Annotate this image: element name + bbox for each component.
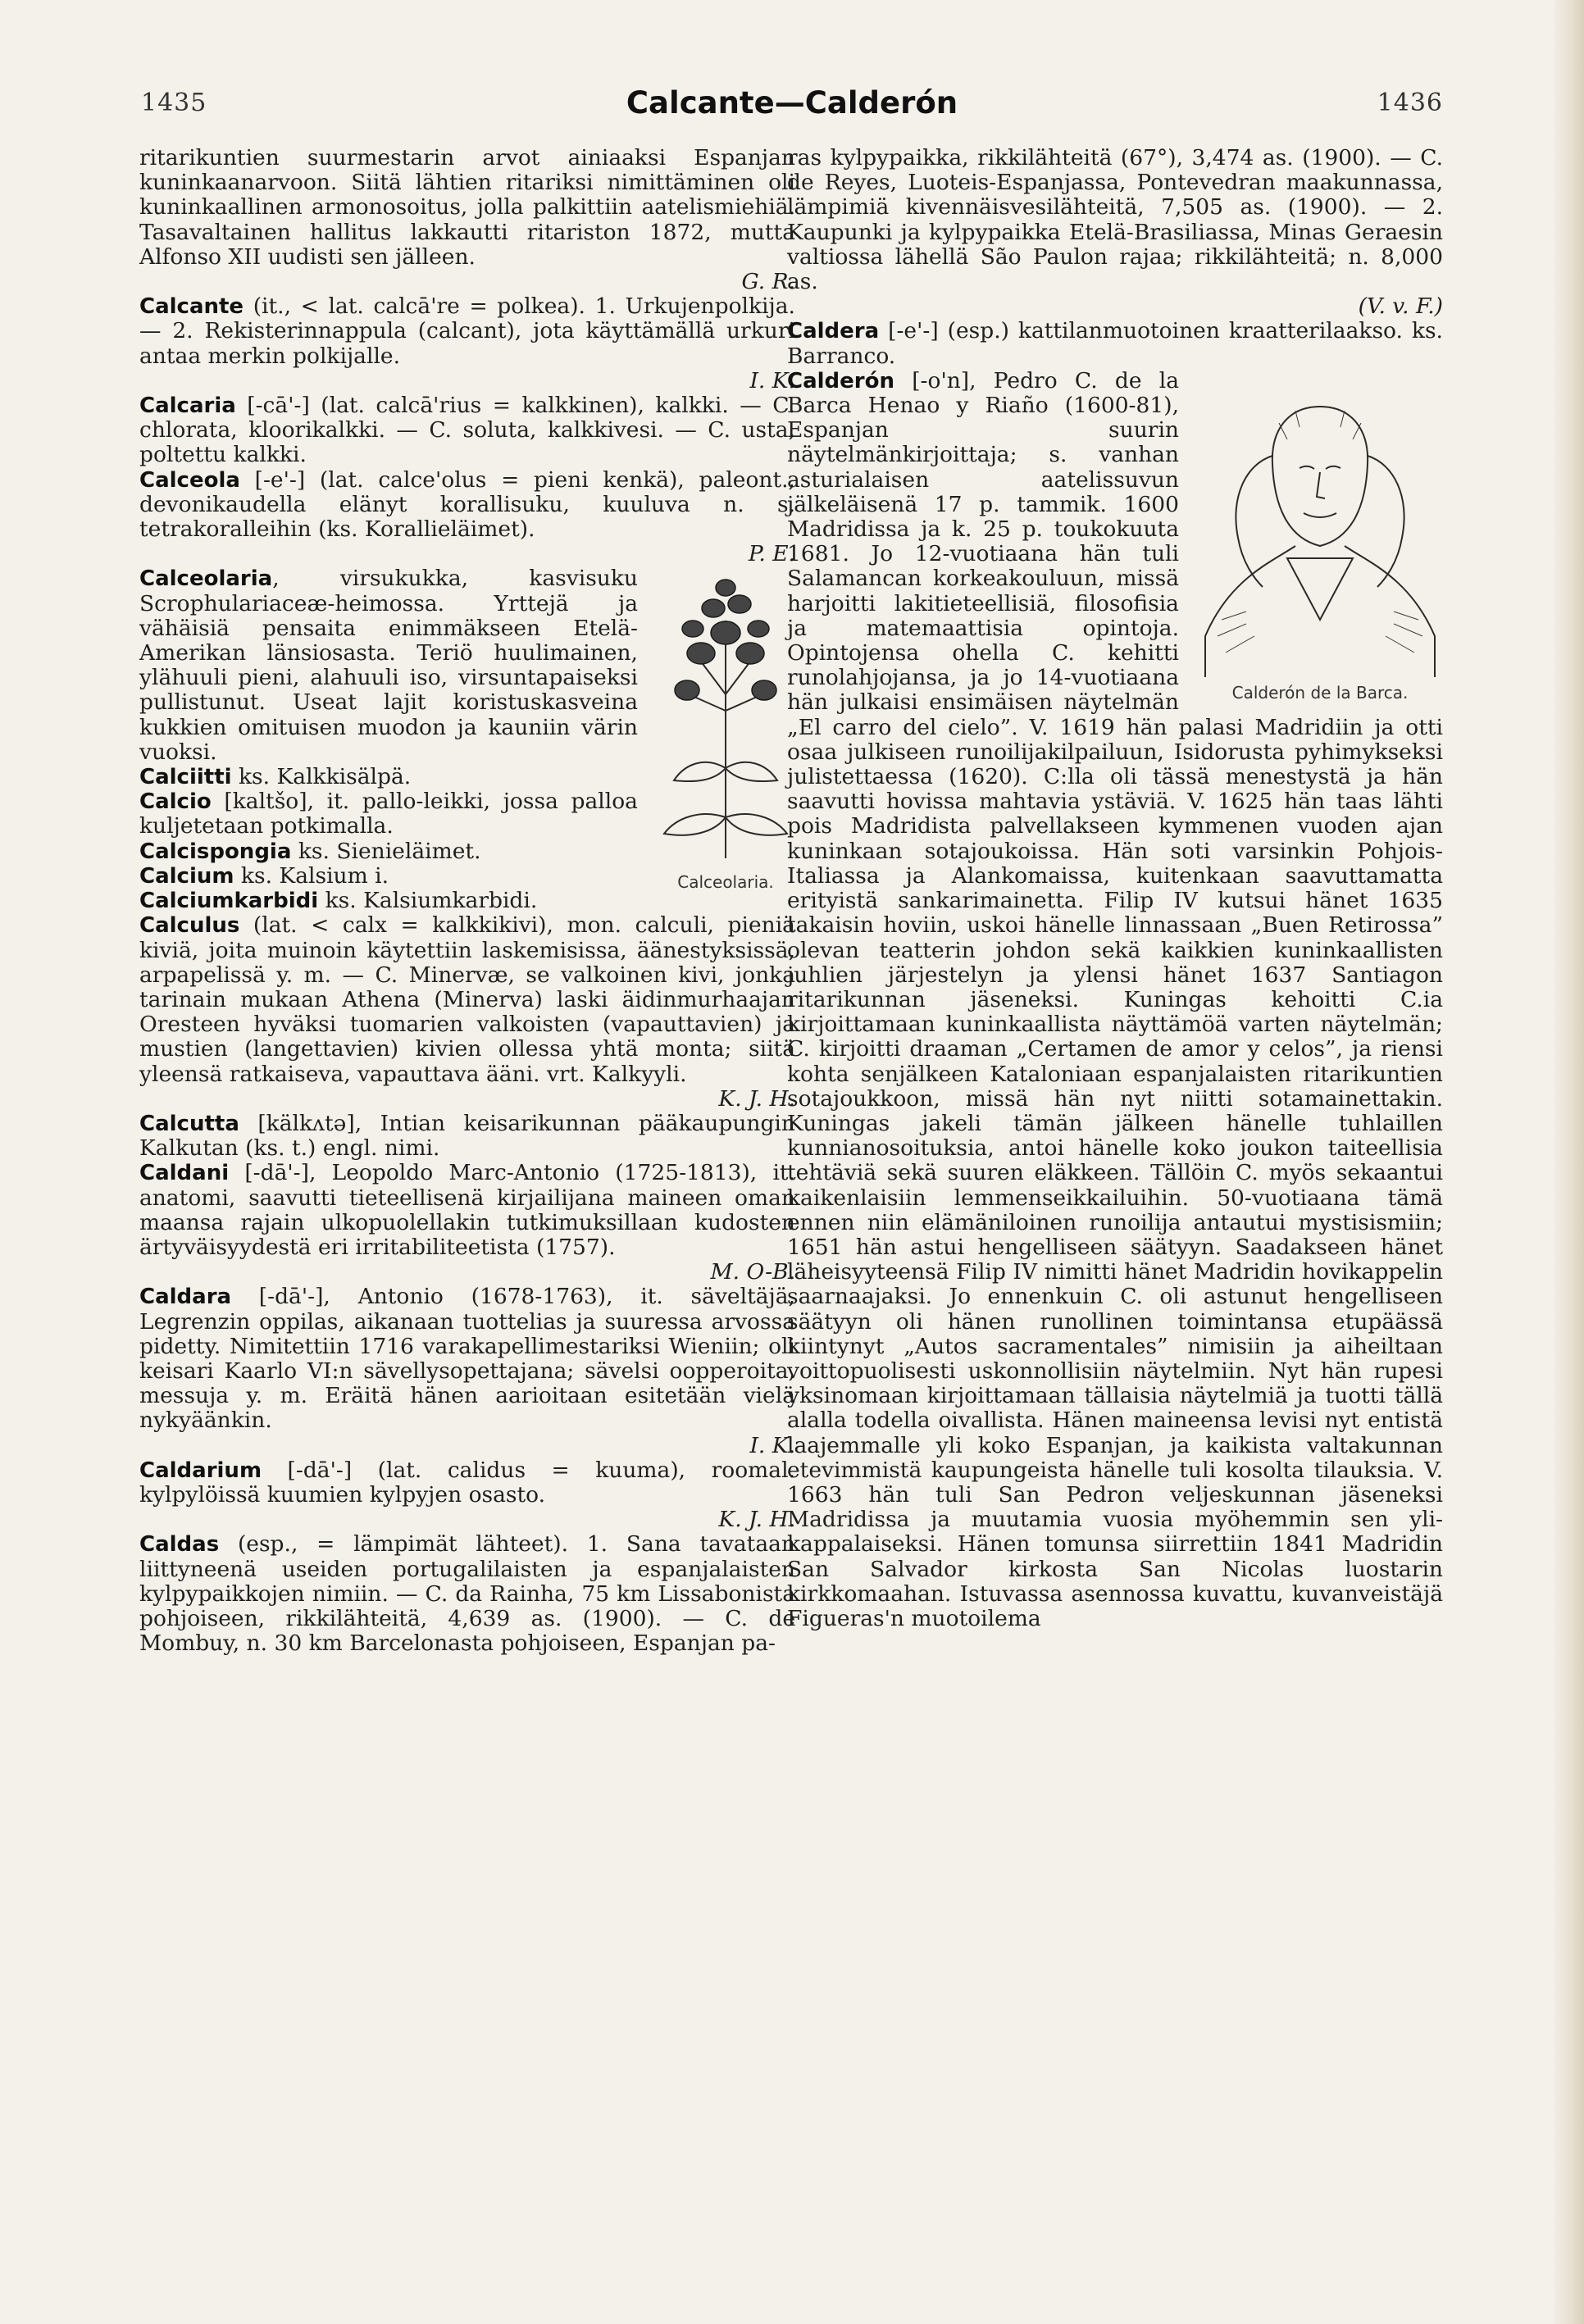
- entry-text: [kaltšo], it. pallo-leikki, jossa palloa kuljetetaan potkimalla.: [139, 789, 638, 839]
- entry-text: ks. Kalsium i.: [240, 862, 389, 889]
- entry-signature: P. E.: [748, 541, 795, 567]
- entry-signature: I. K.: [749, 1432, 795, 1458]
- calceolaria-illustration: [656, 571, 795, 866]
- page-edge-shadow: [1554, 0, 1584, 2324]
- entry-signature: K. J. H.: [718, 1085, 795, 1112]
- entry-signature: K. J. H.: [718, 1507, 795, 1533]
- entry-text: [kälkʌtə], Intian keisarikunnan pääkaupungin Kalkutan (ks. t.) engl. nimi.: [139, 1110, 795, 1162]
- entry-calcutta: [139, 1112, 795, 1161]
- headword: Caldani: [139, 1161, 230, 1186]
- headword: Calciitti: [139, 765, 232, 790]
- headword: Calceolaria: [139, 566, 273, 592]
- headword: Calderón: [787, 368, 894, 393]
- calceolaria-figure: [656, 571, 795, 894]
- headword: Calculus: [139, 913, 240, 939]
- entry-text: (it., < lat. calcā're = polkea). 1. Urkujenpolkija. — 2. Rekisterinnappula (calcant), jota käyttämällä urkuri antaa merkin polkijalle.: [139, 293, 795, 369]
- entry-text: [-dā'-], Antonio (1678-1763), it. säveltäjä, Legrenzin oppilas, aikanaan tuottelias ja suuressa arvossa pidetty. Nimitettiin 1716 varakapellimestariksi Wieniin; oli keisari Kaarlo VI:n sävellysopettajana; sävelsi oopperoita, messuja y. m. Eräitä hänen aarioitaan esitetään vielä nykyäänkin.: [139, 1284, 795, 1434]
- right-column: [787, 146, 1443, 1631]
- calderon-portrait: [1197, 374, 1443, 677]
- entry-caldas: [139, 1532, 795, 1656]
- entry-text: ks. Sienieläimet.: [298, 838, 481, 864]
- entry-signature: M. O-B.: [710, 1259, 795, 1285]
- entry-ritarikunta-cont: [139, 146, 795, 294]
- entry-text: [-cā'-] (lat. calcā'rius = kalkkinen), kalkki. — C. chlorata, kloorikalkki. — C. soluta, kalkkivesi. — C. usta, poltettu kalkki.: [139, 393, 795, 468]
- entry-text: [-e'-] (esp.) kattilanmuotoinen kraatterilaakso. ks. Barranco.: [787, 318, 1443, 369]
- entry-text: , virsukukka, kasvisuku Scrophulariaceæ-heimossa. Yrttejä ja vähäisiä pensaita enimmäkseen Etelä-Amerikan länsiosasta. Teriö huulimainen, ylähuuli pieni, alahuuli iso, virsuntapaiseksi pullistunut. Useat lajit koristuskasveina kukkien omituisen muodon ja kauniin värin vuoksi.: [139, 566, 638, 765]
- entry-caldarium: [139, 1458, 795, 1533]
- entry-calculus: [139, 913, 795, 1112]
- headword: Calceola: [139, 467, 240, 493]
- page-number-left: 1435: [141, 89, 207, 117]
- entry-calcaria: [139, 393, 795, 468]
- entry-caldas-cont: [787, 146, 1443, 319]
- entry-text: [-dā'-], Leopoldo Marc-Antonio (1725-1813), it. anatomi, saavutti tieteellisenä kirjailijana maineen oman maansa rajain ulkopuolellakin tutkimuksillaan kudosten ärtyväisyydestä eri irritabiliteetista (1757).: [139, 1160, 795, 1260]
- headword: Calcante: [139, 294, 244, 320]
- headword: Calciumkarbidi: [139, 889, 319, 914]
- headword: Calcaria: [139, 393, 236, 419]
- entry-signature: (V. v. F.): [1358, 293, 1443, 320]
- entry-text: [-dā'-] (lat. calidus = kuuma), roomal. kylpylöissä kuumien kylpyjen osasto.: [139, 1457, 795, 1508]
- calderon-figure: [1197, 374, 1443, 705]
- headword: Caldas: [139, 1532, 220, 1558]
- headword: Caldera: [787, 319, 880, 344]
- entry-text: (esp., = lämpimät lähteet). 1. Sana tavataan liittyneenä useiden portugalilaisten ja espanjalaisten kylpypaikkojen nimiin. — C. da Rainha, 75 km Lissabonista pohjoiseen, rikkilähteitä, 4,639 as. (1900). — C. de Mombuy, n. 30 km Barcelonasta pohjoiseen, Espanjan pa-: [139, 1531, 795, 1657]
- entry-signature: I. K.: [749, 367, 795, 393]
- headword: Calcutta: [139, 1111, 239, 1136]
- entry-text: [-e'-] (lat. calce'olus = pieni kenkä), paleont., devonikaudella elänyt korallisuku, kuuluva n. s. tetrakoralleihin (ks. Korallieläimet).: [139, 466, 795, 543]
- entry-text: (lat. < calx = kalkkikivi), mon. calculi, pieniä kiviä, joita muinoin käytettiin laskemisissa, äänestyksissä, arpapelissä y. m. — C. Minervæ, se valkoinen kivi, jonka tarinain mukaan Athena (Minerva) laski äidinmurhaajan Oresteen hyväksi tuomarien valkoisten (vapauttavien) ja mustien (langettavien) kivien ollessa yhtä monta; siitä yleensä ratkaiseva, vapauttava ääni. vrt. Kalkyyli.: [139, 912, 795, 1087]
- headword: Caldara: [139, 1285, 232, 1310]
- entry-signature: G. R.: [741, 269, 795, 295]
- entry-text: ks. Kalkkisälpä.: [238, 764, 412, 790]
- headword: Calcispongia: [139, 839, 292, 864]
- entry-calceola: [139, 468, 795, 567]
- entry-text: ras kylpypaikka, rikkilähteitä (67°), 3,474 as. (1900). — C. de Reyes, Luoteis-Espanjassa, Pontevedran maakunnassa, lämpimiä kivennäisvesilähteitä, 7,505 as. (1900). — 2. Kaupunki ja kylpypaikka Etelä-Brasiliassa, Minas Geraesin valtiossa lähellä São Paulon rajaa; rikkilähteitä; n. 8,000 as.: [787, 145, 1443, 295]
- running-title: Calcante—Calderón: [626, 85, 958, 121]
- page-header: [141, 85, 1443, 128]
- headword: Calcium: [139, 863, 234, 889]
- left-column: [139, 146, 795, 1656]
- entry-text: ks. Kalsiumkarbidi.: [325, 888, 538, 914]
- headword: Calcio: [139, 789, 212, 815]
- calceolaria-caption: Calceolaria.: [677, 872, 774, 893]
- calderon-caption: Calderón de la Barca.: [1231, 682, 1409, 703]
- page-number-right: 1436: [1377, 89, 1443, 117]
- entry-calcante: [139, 294, 795, 393]
- entry-text: [-o'n], Pedro C. de la Barca Henao y Riaño (1600-81), Espanjan suurin näytelmänkirjoittaja; s. vanhan asturialaisen aatelissuvun jälkeläisenä 17 p. tammik. 1600 Madridissa ja k. 25 p. toukokuuta 1681. Jo 12-vuotiaana hän tuli Salamancan korkeakouluun, missä harjoitti lakitieteellisiä, filosofisia ja matemaattisia opintoja. Opintojensa ohella C. kehitti runolahjojansa, ja jo 14-vuotiaana hän julkaisi ensimäisen näytelmän „El carro del cielo”. V. 1619 hän palasi Madridiin ja otti osaa julkiseen runoilijakilpailuun, Isidorusta pyhimykseksi julistettaessa (1620). C:lla oli tässä menestystä ja hän saavutti hovissa mahtavia ystäviä. V. 1625 hän taas lähti pois Madridista palvellakseen kymmenen vuoden ajan kuninkaan sotajoukoissa. Hän soti varsinkin Pohjois-Italiassa ja Alankomaissa, kuitenkaan saavuttamatta erityistä sankarimainetta. Filip IV kutsui hänet 1635 takaisin hoviin, uskoi hänelle linnassaan „Buen Retirossa” olevan teatterin johdon sekä kaikkien kuninkaallisten juhlien järjestelyn ja ylensi hänet 1637 Santiagon ritarikunnan jäseneksi. Kuningas kehoitti C.ia kirjoittamaan kuninkaallista näyttämöä varten näytelmän; C. kirjoitti draaman „Certamen de amor y celos”, ja riensi kohta senjälkeen Kataloniaan espanjalaisten ritarikuntien sotajoukkoon, missä hän nyt niitti sotamainettakin. Kuningas jakeli tämän jälkeen hänelle tuhlaillen kunnianosoituksia, antoi hänelle koko joukon taiteellisia tehtäviä sekä suuren eläkkeen. Tällöin C. myös sekaantui kaikenlaisiin lemmenseikkailuihin. 50-vuotiaana tämä ennen niin elämäniloinen runoilija antautui mystisismiin; 1651 hän astui hengelliseen säätyyn. Saadakseen hänet läheisyyteensä Filip IV nimitti hänet Madridin hovikappelin saarnaajaksi. Jo ennenkuin C. oli astunut hengelliseen säätyyn oli hänen runollinen toimintansa etupäässä kiintynyt „Autos sacramentales” nimisiin ja aiheiltaan voittopuolisesti uskonnollisiin näytelmiin. Nyt hän rupesi yksinomaan kirjoittamaan tällaisia näytelmiä ja tuotti tällä alalla todella oivallista. Hänen maineensa levisi nyt entistä laajemmalle yli koko Espanjan, ja kaikista valtakunnan etevimmistä kaupungeista hänelle tuli kosolta tilauksia. V. 1663 hän tuli San Pedron veljeskunnan jäseneksi Madridissa ja muutamia vuosia myöhemmin sen yli-kappalaiseksi. Hänen tomunsa siirrettiin 1841 Madridin San Salvador kirkosta San Nicolas luostarin kirkkomaahan. Istuvassa asennossa kuvattu, kuvanveistäjä Figueras'n muotoilema: [787, 367, 1443, 1631]
- entry-caldera: [787, 319, 1443, 368]
- entry-text: ritarikuntien suurmestarin arvot ainiaaksi Espanjan kuninkaanarvoon. Siitä lähtien ritariksi nimittäminen oli kuninkaallinen armonosoitus, jolla palkittiin aatelismiehiä. Tasavaltainen hallitus lakkautti ritariston 1872, mutta Alfonso XII uudisti sen jälleen.: [139, 145, 795, 270]
- headword: Caldarium: [139, 1458, 262, 1483]
- entry-caldara: [139, 1285, 795, 1458]
- entry-caldani: [139, 1161, 795, 1285]
